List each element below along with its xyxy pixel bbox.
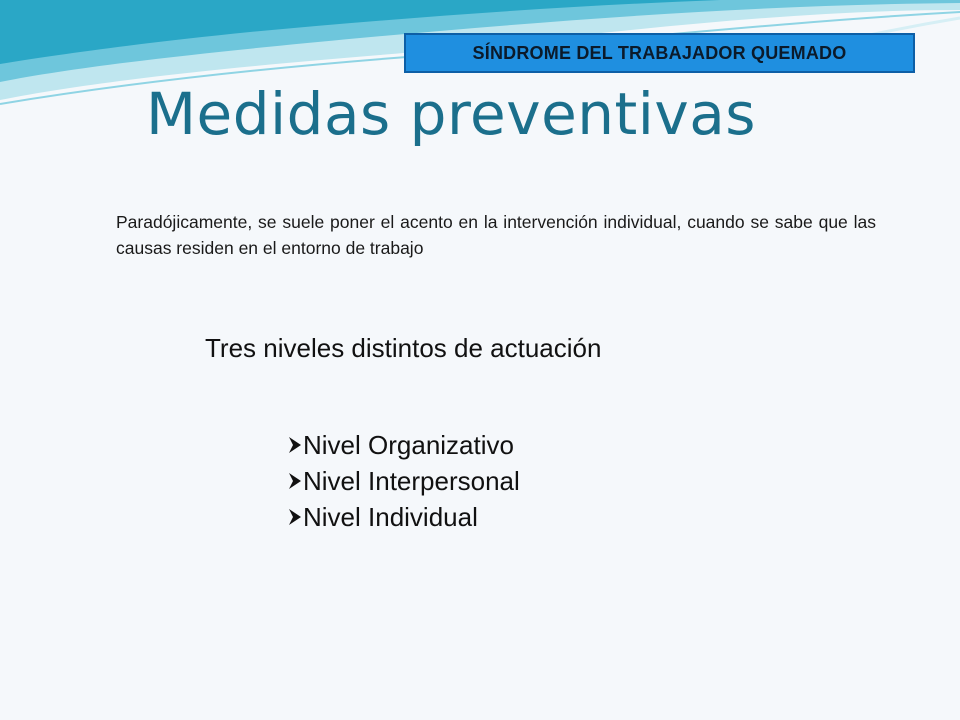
slide-title: Medidas preventivas [146, 80, 756, 148]
level-label: Nivel Organizativo [303, 430, 514, 460]
arrow-bullet-icon [287, 435, 303, 455]
topic-badge: SÍNDROME DEL TRABAJADOR QUEMADO [404, 33, 915, 73]
list-item [287, 499, 520, 535]
levels-heading: Tres niveles distintos de actuación [205, 333, 602, 363]
arrow-bullet-icon [287, 471, 303, 491]
arrow-bullet-icon [287, 507, 303, 527]
intro-paragraph: Paradójicamente, se suele poner el acento en la intervención individual, cuando se sabe que las causas residen en el entorno de trabajo [116, 212, 876, 258]
level-label: Nivel Interpersonal [303, 466, 520, 496]
levels-list [287, 427, 520, 535]
level-label: Nivel Individual [303, 502, 478, 532]
list-item [287, 427, 520, 463]
list-item [287, 463, 520, 499]
